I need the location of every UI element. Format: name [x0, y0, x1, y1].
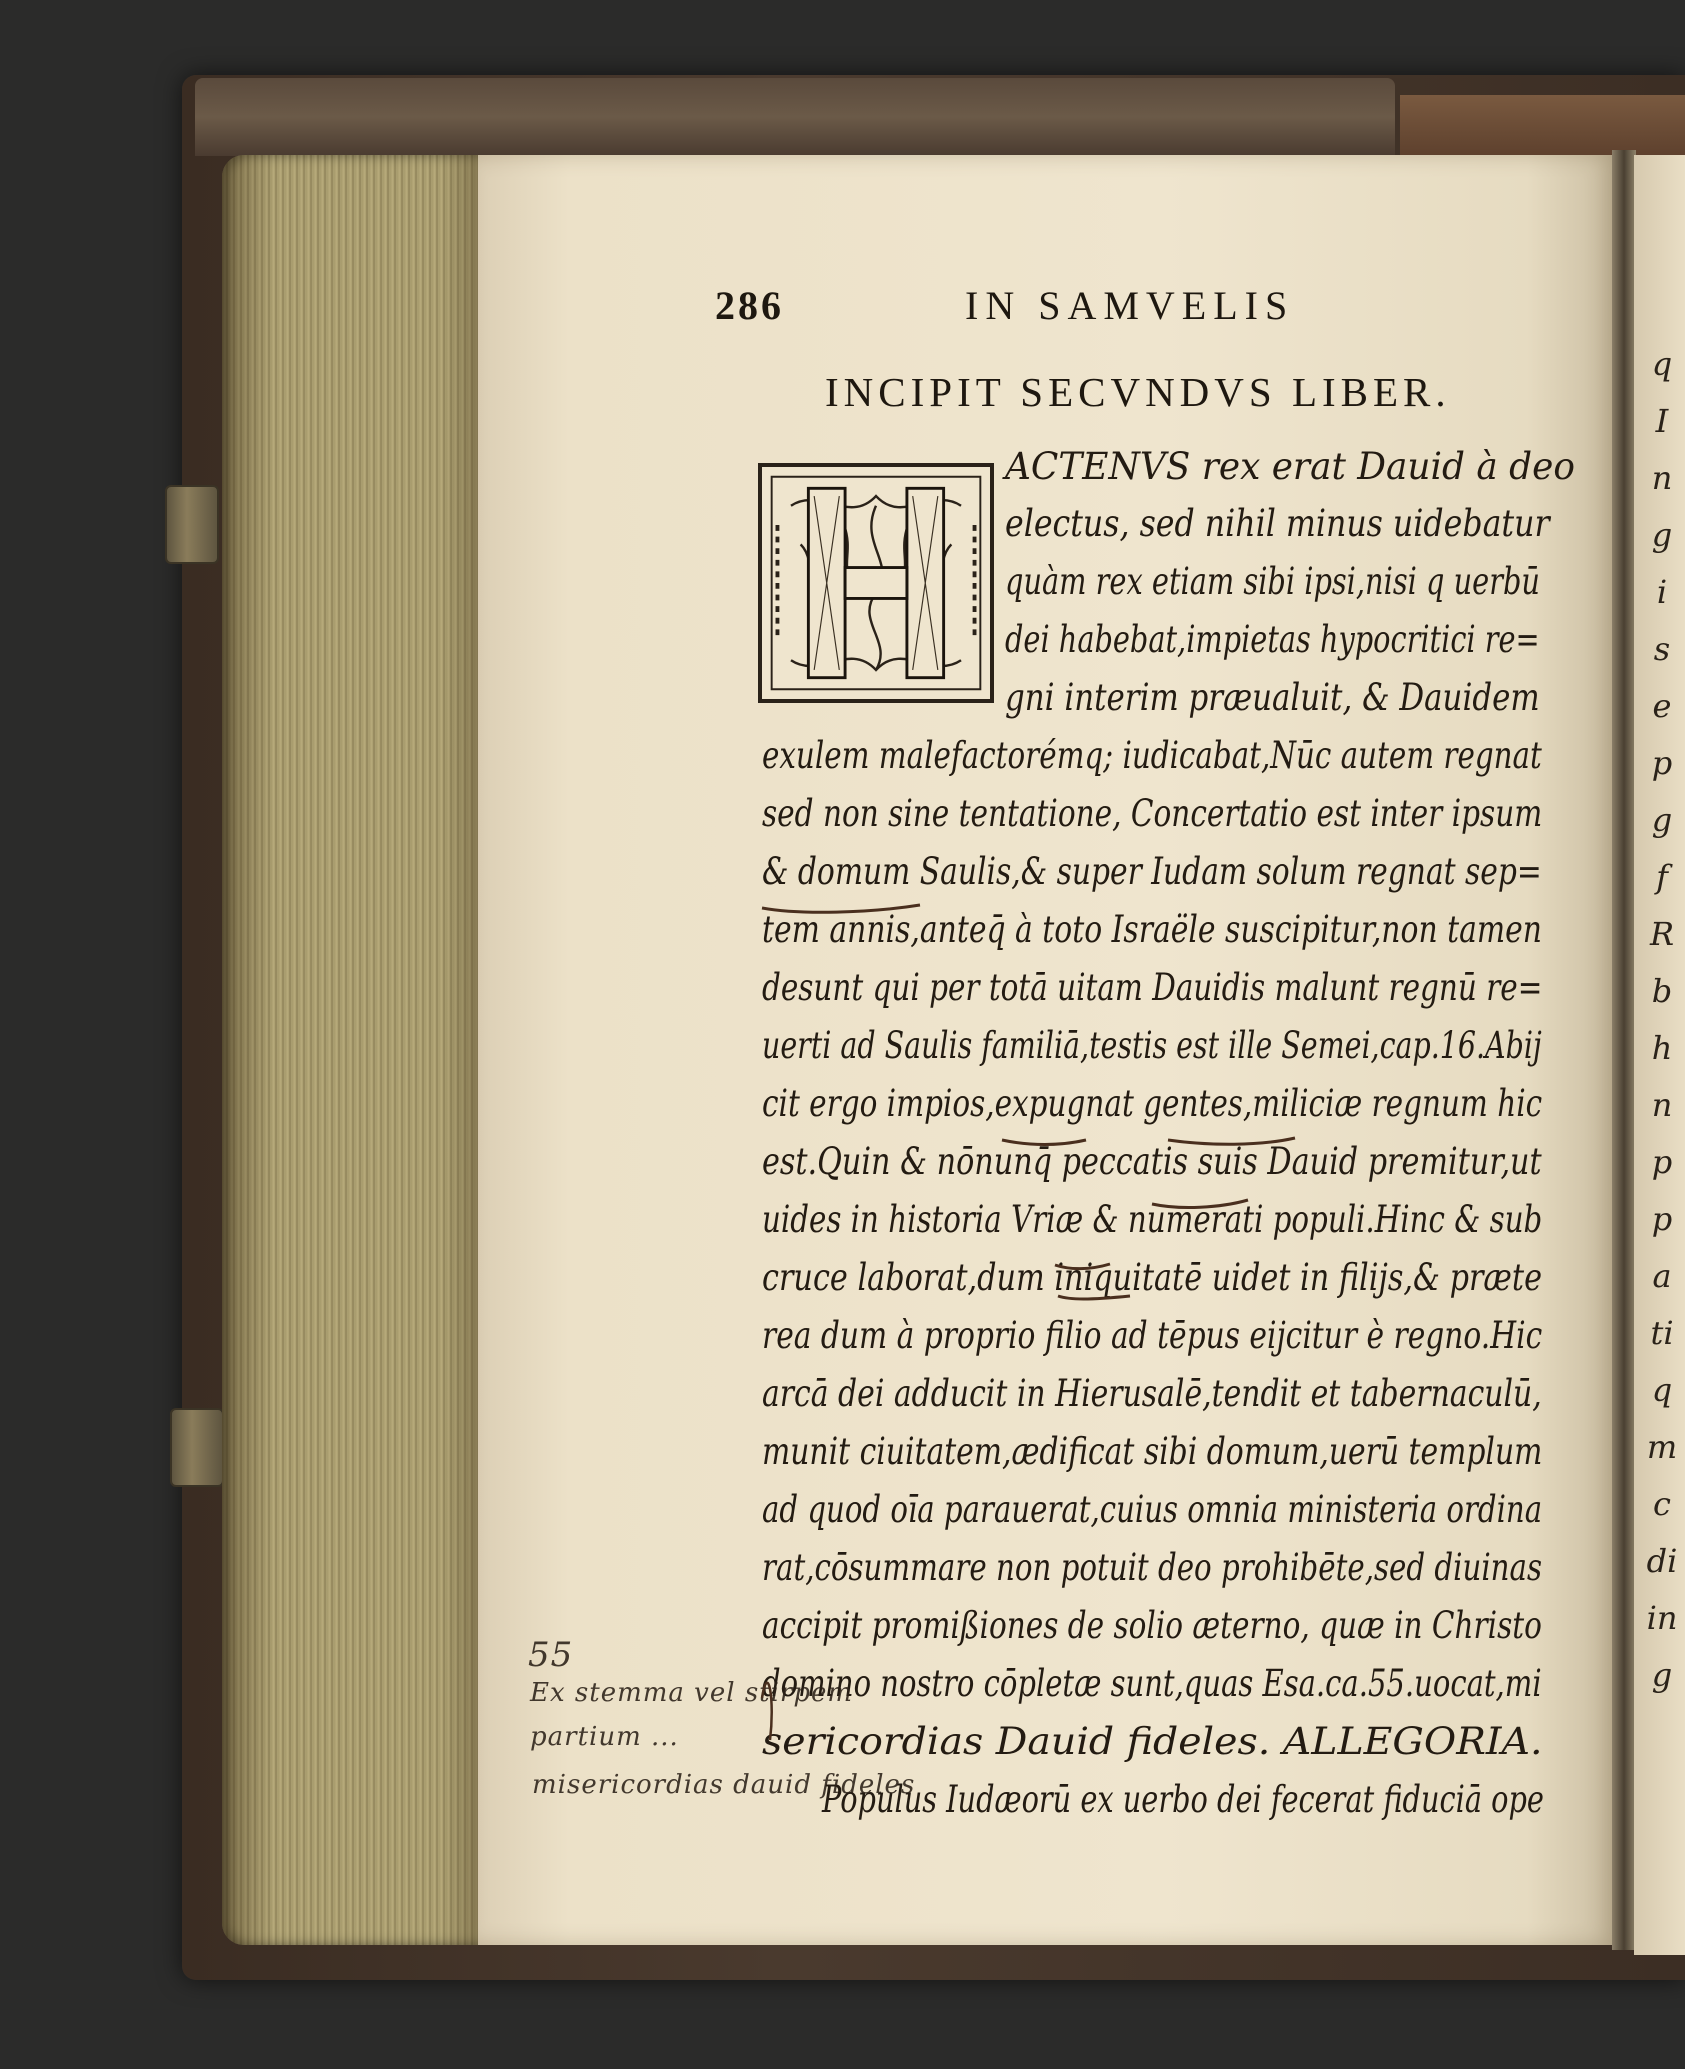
lower-clasp [170, 1408, 224, 1487]
body-line: rat,cōsummare non potuit deo prohibēte,sed diuinas [762, 1546, 1543, 1589]
next-page-letter: R [1649, 915, 1675, 953]
body-line: sericordias Dauid fideles. ALLEGORIA. [762, 1720, 1543, 1763]
body-line: gni interim præualuit, & Dauidem [1005, 676, 1540, 719]
body-line: desunt qui per totā uitam Dauidis malunt regnū re= [762, 966, 1543, 1009]
body-line: cruce laborat,dum iniquitatē uidet in filijs,& præte [762, 1256, 1542, 1299]
body-line: accipit promißiones de solio æterno, quæ in Christo [762, 1604, 1542, 1647]
body-line: arcā dei adducit in Hierusalē,tendit et tabernaculū, [762, 1372, 1542, 1415]
page-number: 286 [715, 283, 784, 328]
marginal-note-line-3: misericordias dauid fideles [532, 1770, 916, 1800]
body-line: rea dum à proprio filio ad tēpus eijcitur è regno.Hic [762, 1314, 1543, 1357]
next-page-letter: c [1653, 1485, 1671, 1523]
body-line: cit ergo impios,expugnat gentes,miliciæ regnum hic [762, 1082, 1543, 1125]
next-page-letter: q [1651, 1371, 1673, 1409]
book-gutter [1612, 150, 1636, 1950]
marginal-note-line-1: Ex stemma vel stirpem [530, 1678, 854, 1708]
body-line: quàm rex etiam sibi ipsi,nisi q uerbū [1005, 560, 1540, 603]
body-line: est.Quin & nōnunq̄ peccatis suis Dauid premitur,ut [762, 1140, 1542, 1183]
body-line: tem annis,anteq̄ à toto Israële suscipitur,non tamen [762, 908, 1543, 951]
next-page-letter: n [1651, 1086, 1673, 1124]
next-page-letter: f [1656, 858, 1668, 896]
next-page-letter: in [1646, 1599, 1678, 1637]
next-page-letter: ti [1650, 1314, 1674, 1352]
running-title: IN SAMVELIS [965, 283, 1295, 328]
body-line: uides in historia Vriæ & numerati populi.Hinc & sub [762, 1198, 1543, 1241]
next-page-letter: n [1651, 459, 1673, 497]
body-line: ad quod oīa parauerat,cuius omnia ministeria ordina [762, 1488, 1543, 1531]
next-page-letter: a [1652, 1257, 1672, 1295]
next-page-letter: i [1656, 573, 1668, 611]
next-page-letter: p [1651, 1143, 1673, 1181]
cover-top-edge [195, 78, 1395, 156]
next-page-letter: p [1651, 1200, 1673, 1238]
body-line: munit ciuitatem,ædificat sibi domum,uerū templum [762, 1430, 1543, 1473]
next-page-letter: g [1651, 801, 1673, 839]
next-page-letter: h [1651, 1029, 1673, 1067]
next-page-letter: g [1651, 516, 1673, 554]
body-line: electus, sed nihil minus uidebatur [1005, 502, 1550, 545]
next-page-letter: m [1646, 1428, 1678, 1466]
page-edges [222, 155, 480, 1945]
next-page-letter: I [1655, 402, 1669, 440]
cover-top-right-edge [1400, 95, 1685, 160]
body-line: Populus Iudæorū ex uerbo dei fecerat fiduciā ope [822, 1778, 1544, 1821]
marginal-note-line-2: partium ... [530, 1722, 679, 1752]
body-line: ACTENVS rex erat Dauid à deo [1005, 445, 1575, 488]
next-page-letter: s [1653, 630, 1671, 668]
body-line: & domum Saulis,& super Iudam solum regnat sep= [762, 850, 1542, 893]
body-line: dei habebat,impietas hypocritici re= [1005, 618, 1540, 661]
body-line: domino nostro cōpletæ sunt,quas Esa.ca.55.uocat,mi [762, 1662, 1542, 1705]
running-head [715, 282, 1335, 342]
body-line: exulem malefactorémq; iudicabat,Nūc autem regnat [762, 734, 1542, 777]
book-title: INCIPIT SECVNDVS LIBER. [825, 369, 1451, 415]
next-page-letter: p [1651, 744, 1673, 782]
body-line: uerti ad Saulis familiā,testis est ille Semei,cap.16.Abij [762, 1024, 1542, 1067]
body-line: sed non sine tentatione, Concertatio est inter ipsum [762, 792, 1543, 835]
marginal-note-number: 55 [528, 1635, 574, 1675]
next-page-letter: di [1646, 1542, 1678, 1580]
decorated-initial [758, 463, 994, 703]
ornament-initial-h-icon [762, 467, 990, 699]
next-page-letter: b [1651, 972, 1673, 1010]
next-page-letter: e [1652, 687, 1672, 725]
next-page-letter: q [1651, 345, 1673, 383]
next-page-letter: g [1651, 1656, 1673, 1694]
upper-clasp [165, 485, 219, 564]
